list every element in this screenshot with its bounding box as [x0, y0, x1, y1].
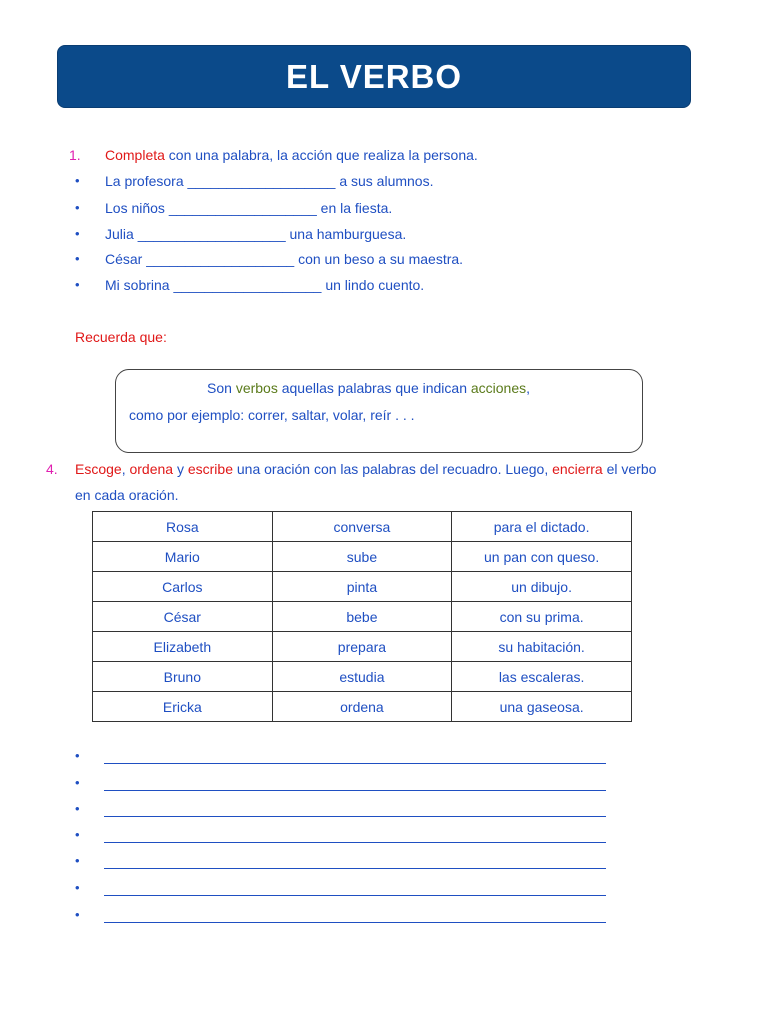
item-before: Julia — [105, 226, 134, 242]
remember-label: Recuerda que: — [75, 329, 167, 345]
item-after: un lindo cuento. — [325, 277, 425, 293]
bullet: • — [75, 907, 80, 922]
exercise-4-number: 4. — [46, 461, 58, 477]
fill-item — [105, 225, 406, 243]
table-cell: Elizabeth — [93, 632, 273, 662]
keyword-completa: Completa — [105, 147, 165, 163]
bullet: • — [75, 200, 80, 215]
table-cell: un dibujo. — [452, 572, 632, 602]
item-after: a sus alumnos. — [339, 173, 434, 189]
table-cell: Carlos — [93, 572, 273, 602]
bullet: • — [75, 226, 80, 241]
remember-line-2: como por ejemplo: correr, saltar, volar, reír . . . — [129, 407, 415, 423]
answer-line[interactable] — [104, 922, 606, 923]
bullet: • — [75, 827, 80, 842]
remember-text: Son — [207, 380, 236, 396]
item-before: Mi sobrina — [105, 277, 170, 293]
instruction-text: , — [121, 461, 130, 477]
bullet: • — [75, 277, 80, 292]
keyword-encierra: encierra — [552, 461, 603, 477]
keyword-verbos: verbos — [235, 380, 278, 396]
table-cell: prepara — [272, 632, 452, 662]
item-after: con un beso a su maestra. — [298, 251, 464, 267]
item-blank[interactable]: ___________________ — [146, 251, 295, 267]
instruction-text: el verbo — [602, 461, 657, 477]
table-cell: para el dictado. — [452, 512, 632, 542]
table-cell: Mario — [93, 542, 273, 572]
bullet: • — [75, 251, 80, 266]
keyword-escribe: escribe — [187, 461, 233, 477]
item-after: en la fiesta. — [320, 200, 393, 216]
exercise-4-instruction — [75, 460, 656, 478]
instruction-text: una oración con las palabras del recuadro. Luego, — [233, 461, 553, 477]
table-row — [93, 602, 632, 632]
bullet: • — [75, 880, 80, 895]
exercise-1-instruction — [105, 146, 478, 164]
answer-line[interactable] — [104, 842, 606, 843]
item-before: Los niños — [105, 200, 165, 216]
remember-text: aquellas palabras que indican — [277, 380, 471, 396]
bullet: • — [75, 853, 80, 868]
item-after: una hamburguesa. — [289, 226, 407, 242]
item-before: César — [105, 251, 143, 267]
table-cell: Ericka — [93, 692, 273, 722]
table-row — [93, 662, 632, 692]
instruction-text: y — [173, 461, 188, 477]
bullet: • — [75, 748, 80, 763]
table-cell: las escaleras. — [452, 662, 632, 692]
item-blank[interactable]: ___________________ — [137, 226, 286, 242]
exercise-1-number: 1. — [69, 147, 81, 163]
table-cell: conversa — [272, 512, 452, 542]
table-cell: Bruno — [93, 662, 273, 692]
table-cell: un pan con queso. — [452, 542, 632, 572]
item-before: La profesora — [105, 173, 184, 189]
item-blank[interactable]: ___________________ — [168, 200, 317, 216]
exercise-4-instruction-line-2: en cada oración. — [75, 487, 179, 503]
table-cell: con su prima. — [452, 602, 632, 632]
answer-line[interactable] — [104, 763, 606, 764]
table-cell: estudia — [272, 662, 452, 692]
answer-line[interactable] — [104, 895, 606, 896]
table-row — [93, 572, 632, 602]
page-title: EL VERBO — [285, 57, 463, 95]
item-blank[interactable]: ___________________ — [173, 277, 322, 293]
fill-item — [105, 276, 424, 294]
bullet: • — [75, 775, 80, 790]
keyword-acciones: acciones — [470, 380, 527, 396]
fill-item — [105, 250, 463, 268]
table-cell: Rosa — [93, 512, 273, 542]
answer-line[interactable] — [104, 816, 606, 817]
table-row — [93, 632, 632, 662]
table-row — [93, 542, 632, 572]
table-cell: una gaseosa. — [452, 692, 632, 722]
instruction-rest: con una palabra, la acción que realiza la persona. — [164, 147, 478, 163]
fill-item — [105, 172, 434, 190]
remember-line-1 — [207, 379, 530, 397]
bullet: • — [75, 801, 80, 816]
table-cell: César — [93, 602, 273, 632]
table-row — [93, 692, 632, 722]
table-cell: su habitación. — [452, 632, 632, 662]
table-cell: bebe — [272, 602, 452, 632]
table-cell: sube — [272, 542, 452, 572]
table-cell: pinta — [272, 572, 452, 602]
bullet: • — [75, 173, 80, 188]
answer-line[interactable] — [104, 790, 606, 791]
word-table — [92, 511, 632, 722]
answer-line[interactable] — [104, 868, 606, 869]
title-banner — [57, 45, 691, 108]
item-blank[interactable]: ___________________ — [187, 173, 336, 189]
remember-text: , — [526, 380, 531, 396]
fill-item — [105, 199, 392, 217]
keyword-escoge: Escoge — [75, 461, 122, 477]
keyword-ordena: ordena — [129, 461, 174, 477]
table-cell: ordena — [272, 692, 452, 722]
table-row — [93, 512, 632, 542]
